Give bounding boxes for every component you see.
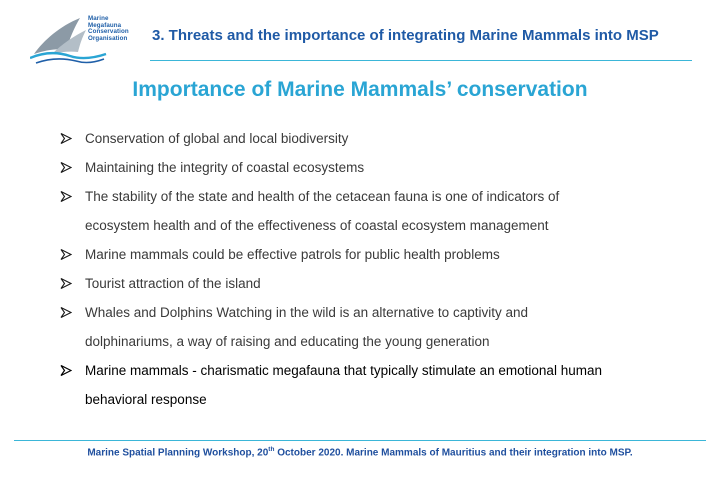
bullet-item xyxy=(60,153,680,182)
bullet-text: Whales and Dolphins Watching in the wild is an alternative to captivity and xyxy=(85,305,528,320)
bullet-item xyxy=(60,240,680,269)
bullet-text-continued: behavioral response xyxy=(85,392,207,407)
logo-wordmark xyxy=(88,16,129,42)
bullet-text: Maintaining the integrity of coastal ecosystems xyxy=(85,160,365,175)
bullet-item xyxy=(60,269,680,298)
bullet-item xyxy=(60,298,680,356)
logo-line: Conservation xyxy=(88,28,129,36)
footer-divider xyxy=(14,440,706,441)
bullet-list xyxy=(60,124,680,414)
arrowhead-bullet-icon xyxy=(60,298,74,327)
arrowhead-bullet-icon xyxy=(60,356,74,385)
header-title: 3. Threats and the importance of integrating Marine Mammals into MSP xyxy=(152,27,659,44)
header-divider xyxy=(150,60,692,61)
arrowhead-bullet-icon xyxy=(60,153,74,182)
logo-line: Megafauna xyxy=(88,21,122,29)
bullet-item xyxy=(60,356,680,414)
footer-ordinal-suffix: th xyxy=(268,446,275,453)
arrowhead-bullet-icon xyxy=(60,240,74,269)
arrowhead-bullet-icon xyxy=(60,124,74,153)
footer-text-end: October 2020. Marine Mammals of Mauritius and their integration into MSP. xyxy=(274,447,633,459)
bullet-text-continued: ecosystem health and of the effectiveness of coastal ecosystem management xyxy=(85,218,549,233)
arrowhead-bullet-icon xyxy=(60,182,74,211)
bullet-text: Marine mammals could be effective patrols for public health problems xyxy=(85,247,500,262)
footer-caption xyxy=(0,446,720,458)
bullet-text: The stability of the state and health of the cetacean fauna is one of indicators of xyxy=(85,189,560,204)
logo-line: Marine xyxy=(88,15,109,22)
bullet-item xyxy=(60,124,680,153)
bullet-item xyxy=(60,182,680,240)
bullet-text-continued: dolphinariums, a way of raising and educating the young generation xyxy=(85,334,490,349)
arrowhead-bullet-icon xyxy=(60,269,74,298)
bullet-text: Marine mammals - charismatic megafauna that typically stimulate an emotional human xyxy=(85,363,602,378)
logo-line: Organisation xyxy=(88,34,128,42)
footer-text-start: Marine Spatial Planning Workshop, 20 xyxy=(87,447,269,459)
bullet-text: Conservation of global and local biodiversity xyxy=(85,131,349,146)
bullet-text: Tourist attraction of the island xyxy=(85,276,261,291)
section-title: Importance of Marine Mammals’ conservation xyxy=(132,78,588,101)
organisation-logo xyxy=(30,14,142,66)
